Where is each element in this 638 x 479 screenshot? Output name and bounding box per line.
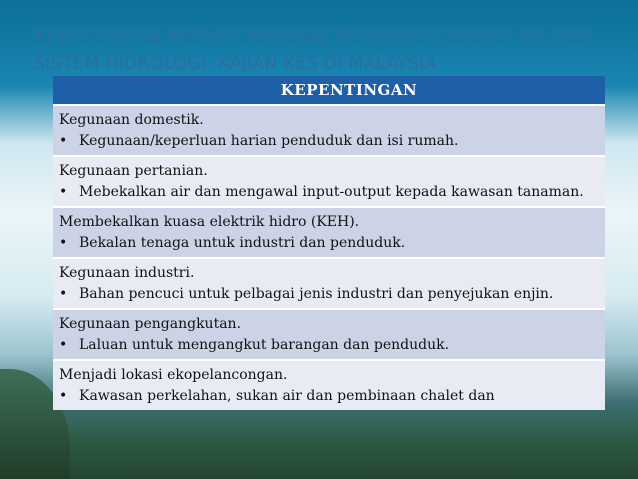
table-row [53, 257, 605, 308]
row-heading: Menjadi lokasi ekopelancongan. [59, 367, 288, 383]
row-bullet-text: Mebekalkan air dan mengawal input-output kepada kawasan tanaman. [79, 184, 584, 200]
table-row [53, 359, 605, 410]
row-heading: Kegunaan pengangkutan. [59, 316, 242, 332]
row-bullet-text: Kegunaan/keperluan harian penduduk dan isi rumah. [79, 133, 459, 149]
row-bullet-text: Laluan untuk mengangkut barangan dan penduduk. [79, 337, 450, 353]
row-heading: Membekalkan kuasa elektrik hidro (KEH). [59, 214, 360, 230]
bullet-icon: • [59, 184, 68, 200]
bullet-icon: • [59, 388, 68, 404]
importance-table [53, 76, 605, 410]
bullet-icon: • [59, 337, 68, 353]
row-bullet-text: Bekalan tenaga untuk industri dan penduduk. [79, 235, 406, 251]
row-heading: Kegunaan pertanian. [59, 163, 208, 179]
bullet-icon: • [59, 133, 68, 149]
bullet-icon: • [59, 235, 68, 251]
row-heading: Kegunaan domestik. [59, 112, 204, 128]
bullet-icon: • [59, 286, 68, 302]
table-header: KEPENTINGAN [53, 76, 605, 104]
row-heading: Kegunaan industri. [59, 265, 195, 281]
slide-title: KEPENTINGAN AKTIVITI MANUSIA TERHADAP SUMBER AIR DAN SISTEM HIDROLOGI: KAJIAN KES DI MALAYSIA [34, 27, 592, 74]
table-row [53, 206, 605, 257]
table-row [53, 155, 605, 206]
row-bullet-text: Bahan pencuci untuk pelbagai jenis industri dan penyejukan enjin. [79, 286, 554, 302]
table-row [53, 308, 605, 359]
row-bullet-text: Kawasan perkelahan, sukan air dan pembinaan chalet dan [79, 388, 495, 404]
table-row [53, 104, 605, 155]
